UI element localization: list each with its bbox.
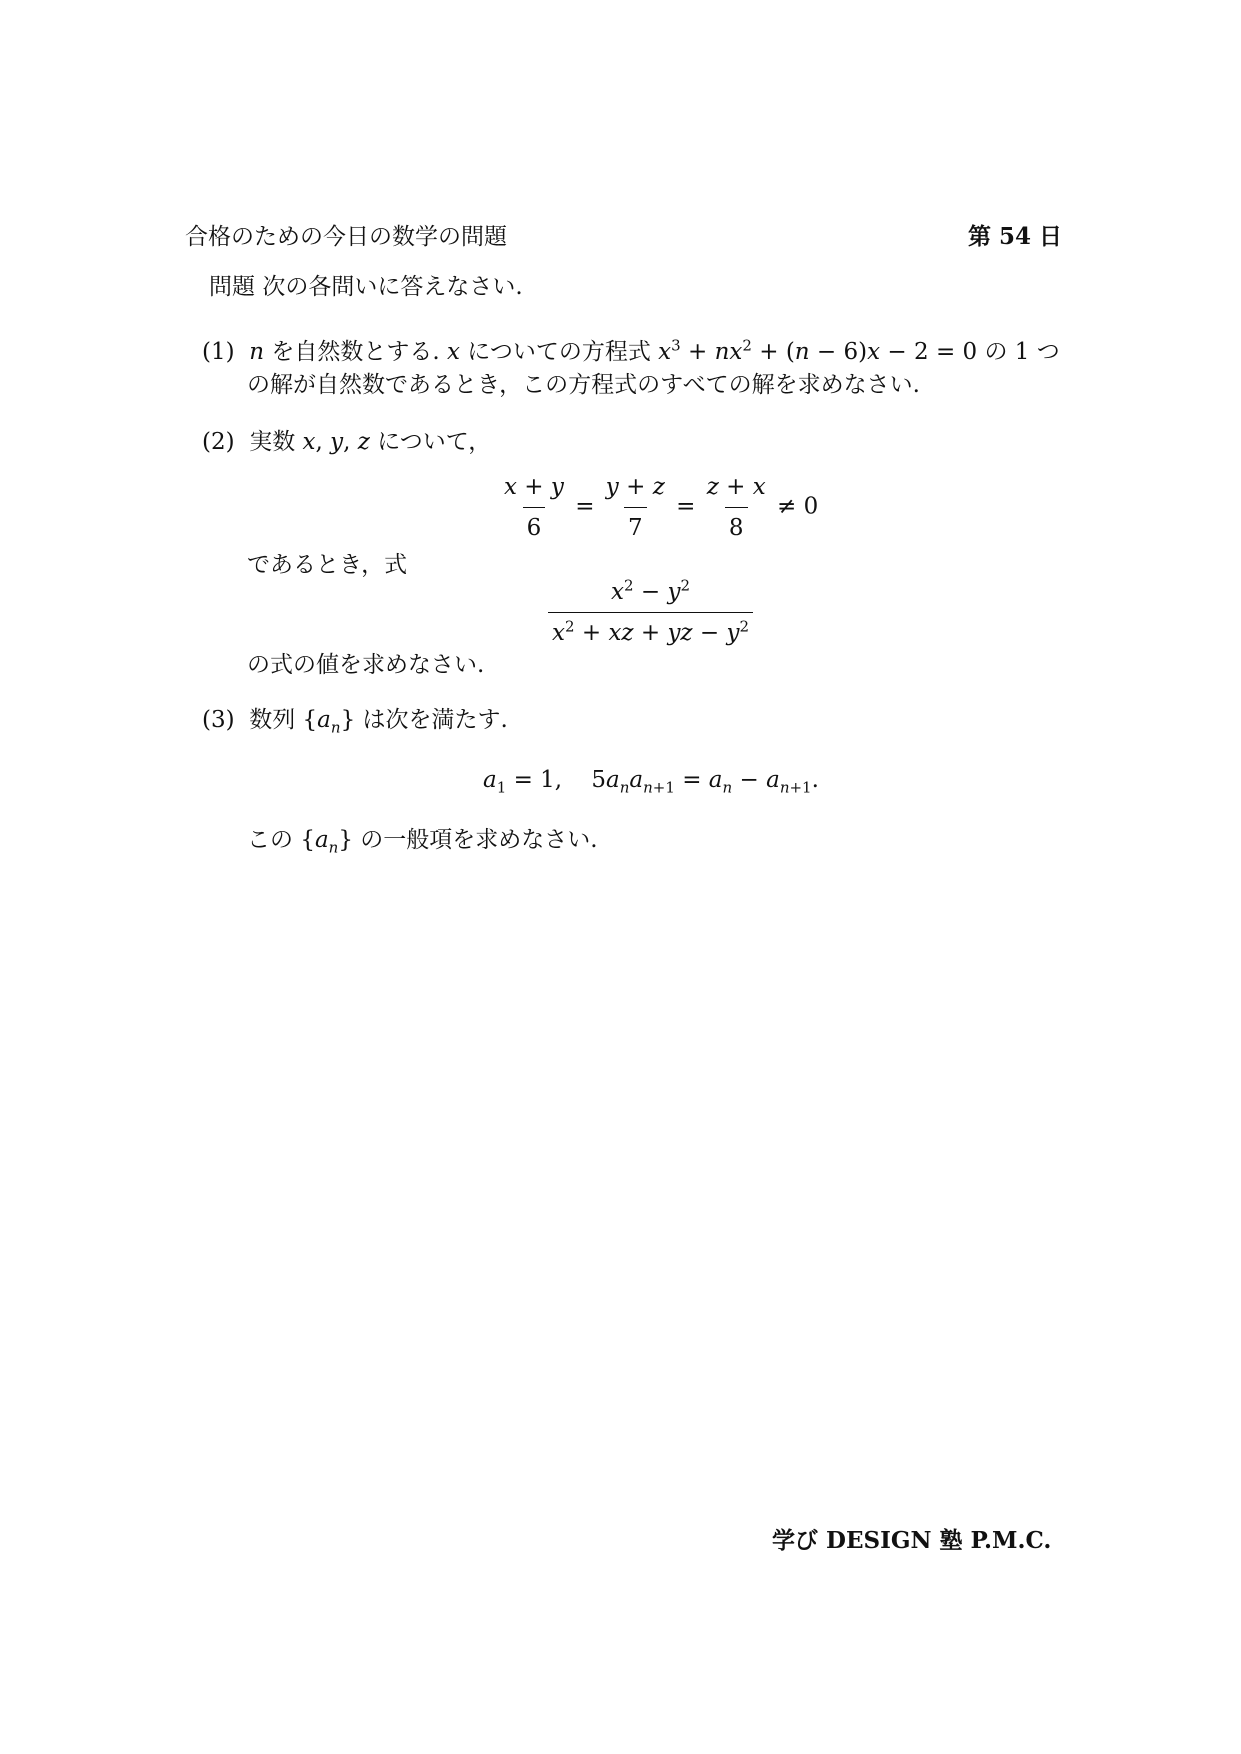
question-2-lead: (2) 実数 x, y, z について， [202,429,492,455]
question-2-condition: であるとき，式 [247,552,408,578]
question-2-text-b: について， [377,429,492,455]
problem-intro [209,270,523,304]
question-2-number: (2) [202,429,235,455]
sequence-symbol: $\{a_n\}$ [302,707,356,737]
question-3-lead [202,703,508,737]
question-3-ask [247,823,598,857]
question-3-text-b: は次を満たす. [362,707,508,733]
fraction-1: $\frac{x + y}{6}$ [500,470,568,545]
math-var: n [249,339,265,365]
question-3-number: (3) [202,707,235,733]
equation-ratio: $\frac{x + y}{6}$ = $\frac{y + z}{7}$ = $\frac{z + x}{8}$ ≠ 0 [500,470,818,545]
math-var: x [446,339,460,365]
question-3-text-a: 数列 [249,707,296,733]
question-2-text-a: 実数 [249,429,296,455]
question-1-text-b: についての方程式 [467,339,651,365]
problem-label: 問題 [209,274,255,300]
equation-cubic: $x^3 + nx^2 + (n - 6)x - 2 = 0$ [658,336,978,365]
problem-instruction: 次の各問いに答えなさい. [262,274,523,300]
question-2-ask: の式の値を求めなさい. [247,652,485,678]
fraction-expression: $\frac{x^2 - y^2}{x^2 + xz + yz - y^2}$ [548,575,753,650]
question-1-text-a: を自然数とする. [271,339,440,365]
question-3-text-c: この [247,827,293,853]
day-label: 第 54 日 [968,223,1063,250]
sequence-symbol: $\{a_n\}$ [300,827,353,857]
math-vars: x [302,429,316,455]
expression-fraction [548,575,753,650]
fraction-3: $\frac{z + x}{8}$ [703,470,770,545]
recurrence-relation: $a_1 = 1$, $5a_na_{n+1} = a_n - a_{n+1}$. [483,767,819,797]
question-1-text-c: の 1 つ [984,339,1060,365]
question-3-text-d: の一般項を求めなさい. [360,827,598,853]
page-title: 合格のための今日の数学の問題 [185,224,507,250]
question-1-line-1 [202,335,1060,369]
fraction-2: $\frac{y + z}{7}$ [602,470,669,545]
question-1-line-2: の解が自然数であるとき，この方程式のすべての解を求めなさい. [247,372,920,398]
footer-brand: 学び DESIGN 塾 P.M.C. [772,1527,1052,1554]
question-1-number: (1) [202,339,235,365]
